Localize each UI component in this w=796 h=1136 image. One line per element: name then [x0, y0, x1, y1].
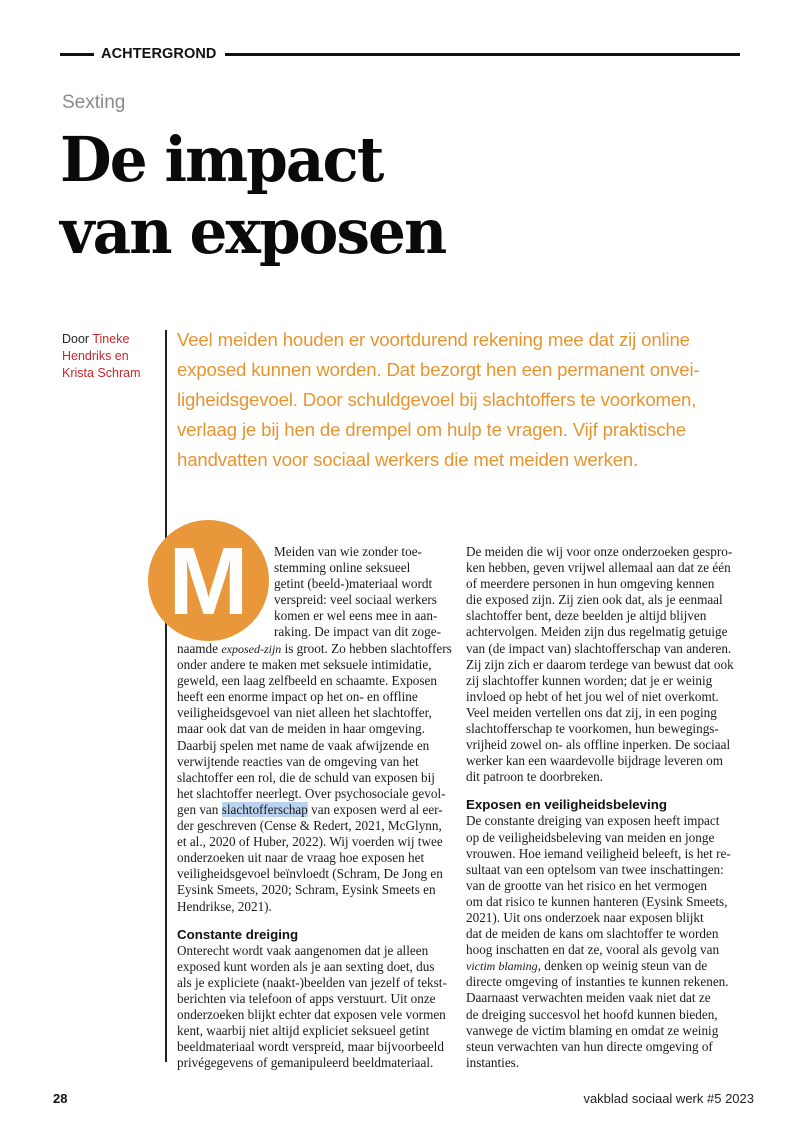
- body-line: dit patroon te doorbreken.: [466, 769, 603, 785]
- body-line: maar ook dat van de meiden in haar omgeving.: [177, 721, 425, 737]
- text-run: naamde: [177, 641, 222, 656]
- author-name: Hendriks en: [62, 349, 129, 363]
- body-line: zij slachtoffer kunnen worden; dat je er weinig: [466, 672, 713, 688]
- italic-term: victim blaming: [466, 959, 538, 974]
- body-line: Veel meiden vertellen ons dat zij, in een poging: [466, 704, 717, 720]
- body-line: de dreiging succesvol het hoofd kunnen bieden,: [466, 1006, 718, 1022]
- column-1: [177, 641, 452, 1071]
- body-line: Zij zijn zich er daarom terdege van bewust dat ook: [466, 656, 734, 672]
- magazine-issue: vakblad sociaal werk #5 2023: [583, 1091, 754, 1106]
- text-run: is groot. Zo hebben slachtoffers: [281, 641, 452, 656]
- body-line: vrouwen. Hoe iemand veiligheid beleeft, is het re-: [466, 845, 731, 861]
- text-run: van exposen werd al eer-: [307, 801, 443, 817]
- body-line: verwijtende reacties van de omgeving van het: [177, 753, 419, 769]
- body-line: instanties.: [466, 1054, 520, 1070]
- body-line: beeldmateriaal wordt verspreid, maar bijvoorbeeld: [177, 1039, 444, 1055]
- body-line: sultaat van een optelsom van twee inschattingen:: [466, 861, 724, 877]
- body-line: als je expliciete (naakt-)beelden van jezelf of tekst-: [177, 974, 447, 990]
- body-line: veiligheidsgevoel van niet alleen het slachtoffer,: [177, 705, 432, 721]
- body-line: vanwege de victim blaming en omdat ze weinig: [466, 1022, 719, 1038]
- body-line: verspreid: veel sociaal werkers: [274, 592, 437, 608]
- lead-line: ligheidsgevoel. Door schuldgevoel bij slachtoffers te voorkomen,: [177, 389, 697, 410]
- body-line: die exposed zijn. Zij zien ook dat, als je eenmaal: [466, 592, 723, 608]
- body-line: Hendrikse, 2021).: [177, 898, 272, 914]
- article-kicker: Sexting: [62, 92, 126, 113]
- body-line: onderzoeken blijkt echter dat exposen vele vormen: [177, 1006, 446, 1022]
- body-line: hoog inschatten en dat ze, vooral als gevolg van: [466, 942, 720, 958]
- body-line: het slachtoffer neerlegt. Over psychosociale gevol-: [177, 785, 446, 801]
- body-line: of meerdere personen in hun omgeving kennen: [466, 576, 715, 592]
- body-line: invloed op hebt of het jou wel of niet overkomt.: [466, 688, 719, 704]
- body-line: werker kan een waardevolle bijdrage leveren om: [466, 753, 724, 769]
- header-rule-left: [60, 53, 94, 56]
- body-line: stemming online seksueel: [274, 560, 411, 576]
- body-line: vrijheid zowel on- als offline inperken. De sociaal: [466, 737, 731, 753]
- body-line: heeft een enorme impact op het on- en offline: [177, 689, 418, 705]
- body-line: berichten via telefoon of apps verstuurt. Uit onze: [177, 990, 436, 1006]
- text-run: gen van: [177, 801, 222, 817]
- body-line: van (de impact van) slachtofferschap van anderen.: [466, 640, 732, 656]
- body-line: privégegevens of gemanipuleerd beeldmateriaal.: [177, 1055, 434, 1071]
- body-line: veiligheidsgevoel beïnvloedt (Schram, De Jong en: [177, 866, 443, 882]
- section-header: [60, 44, 740, 64]
- body-line: Meiden van wie zonder toe-: [274, 544, 422, 559]
- body-line: De constante dreiging van exposen heeft impact: [466, 813, 720, 829]
- body-line: geweld, een laag zelfbeeld en schaamte. Exposen: [177, 673, 437, 689]
- lead-line: exposed kunnen worden. Dat bezorgt hen een permanent onvei-: [177, 359, 700, 380]
- body-line: 2021). Uit ons onderzoek naar exposen blijkt: [466, 909, 704, 925]
- body-line: exposed kunt worden als je aan sexting doet, dus: [177, 958, 435, 974]
- body-line: [177, 802, 452, 818]
- body-line: [466, 958, 734, 974]
- body-line: kent, waarbij niet altijd expliciet seksueel getint: [177, 1023, 430, 1039]
- lead-line: handvatten voor sociaal werkers die met meiden werken.: [177, 449, 639, 470]
- body-line: slachtoffer bent, deze beelden je altijd blijven: [466, 608, 707, 624]
- vertical-divider: [165, 330, 167, 1062]
- headline-line-1: De impact: [60, 123, 383, 196]
- headline-line-2: van exposen: [60, 195, 446, 268]
- body-line: directe omgeving of instanties te kunnen rekenen.: [466, 974, 729, 990]
- body-line: Daarnaast verwachten meiden vaak niet dat ze: [466, 990, 711, 1006]
- selected-text-highlight[interactable]: slachtofferschap: [221, 801, 308, 817]
- column-1-intro: [274, 544, 441, 641]
- body-line: raking. De impact van dit zoge-: [274, 624, 441, 640]
- article-headline: [60, 124, 445, 268]
- subheading-constante-dreiging: Constante dreiging: [177, 926, 299, 942]
- body-line: ken hebben, geven vrijwel allemaal aan dat ze één: [466, 560, 731, 576]
- section-label: ACHTERGROND: [101, 46, 217, 62]
- byline-prefix: Door: [62, 332, 93, 346]
- body-line: Onterecht wordt vaak aangenomen dat je alleen: [177, 942, 429, 958]
- body-line: De meiden die wij voor onze onderzoeken gespro-: [466, 544, 733, 559]
- body-line: onder andere te maken met seksuele intimidatie,: [177, 657, 432, 673]
- body-line: Daarbij spelen met name de vaak afwijzende en: [177, 737, 430, 753]
- body-line: op de veiligheidsbeleving van meiden en jonge: [466, 829, 715, 845]
- drop-cap-circle: [148, 520, 269, 641]
- subheading-exposen-en-veiligheidsbeleving: Exposen en veiligheidsbeleving: [466, 797, 667, 813]
- lead-line: verlaag je bij hen de drempel om hulp te vragen. Vijf praktische: [177, 419, 686, 440]
- body-line: Eysink Smeets, 2020; Schram, Eysink Smeets en: [177, 882, 436, 898]
- body-line: slachtoffer een rol, die de schuld van exposen bij: [177, 769, 435, 785]
- lead-line: Veel meiden houden er voortdurend rekening mee dat zij online: [177, 329, 690, 350]
- author-name: Krista Schram: [62, 366, 141, 380]
- body-line: van de grootte van het risico en het vermogen: [466, 877, 707, 893]
- body-line: achtervolgen. Meiden zijn dus regelmatig getuige: [466, 624, 728, 640]
- page-number: 28: [53, 1091, 68, 1106]
- body-line: komen er wel eens mee in aan-: [274, 608, 438, 624]
- byline: [62, 331, 162, 382]
- body-line: dat de meiden de kans om slachtoffer te worden: [466, 926, 719, 942]
- italic-term: exposed-zijn: [221, 642, 282, 656]
- text-run: , denken op weinig steun van de: [537, 958, 708, 974]
- body-line: onderzoeken uit naar de vraag hoe exposen het: [177, 850, 425, 866]
- body-line: getint (beeld-)materiaal wordt: [274, 576, 433, 592]
- column-2: [466, 544, 734, 1071]
- header-rule-right: [225, 53, 741, 56]
- body-line: steun verwachten van hun directe omgeving of: [466, 1038, 713, 1054]
- body-line: der geschreven (Cense & Redert, 2021, McGlynn,: [177, 818, 442, 834]
- body-line: slachtofferschap te voorkomen, hun bewegings-: [466, 721, 719, 737]
- body-line: [177, 641, 452, 657]
- body-line: om dat risico te kunnen hanteren (Eysink Smeets,: [466, 893, 728, 909]
- author-name: Tineke: [92, 332, 130, 346]
- body-line: et al., 2020 of Huber, 2022). Wij voerden wij twee: [177, 834, 443, 850]
- drop-cap-letter: M: [168, 527, 249, 635]
- lead-paragraph: [177, 325, 752, 475]
